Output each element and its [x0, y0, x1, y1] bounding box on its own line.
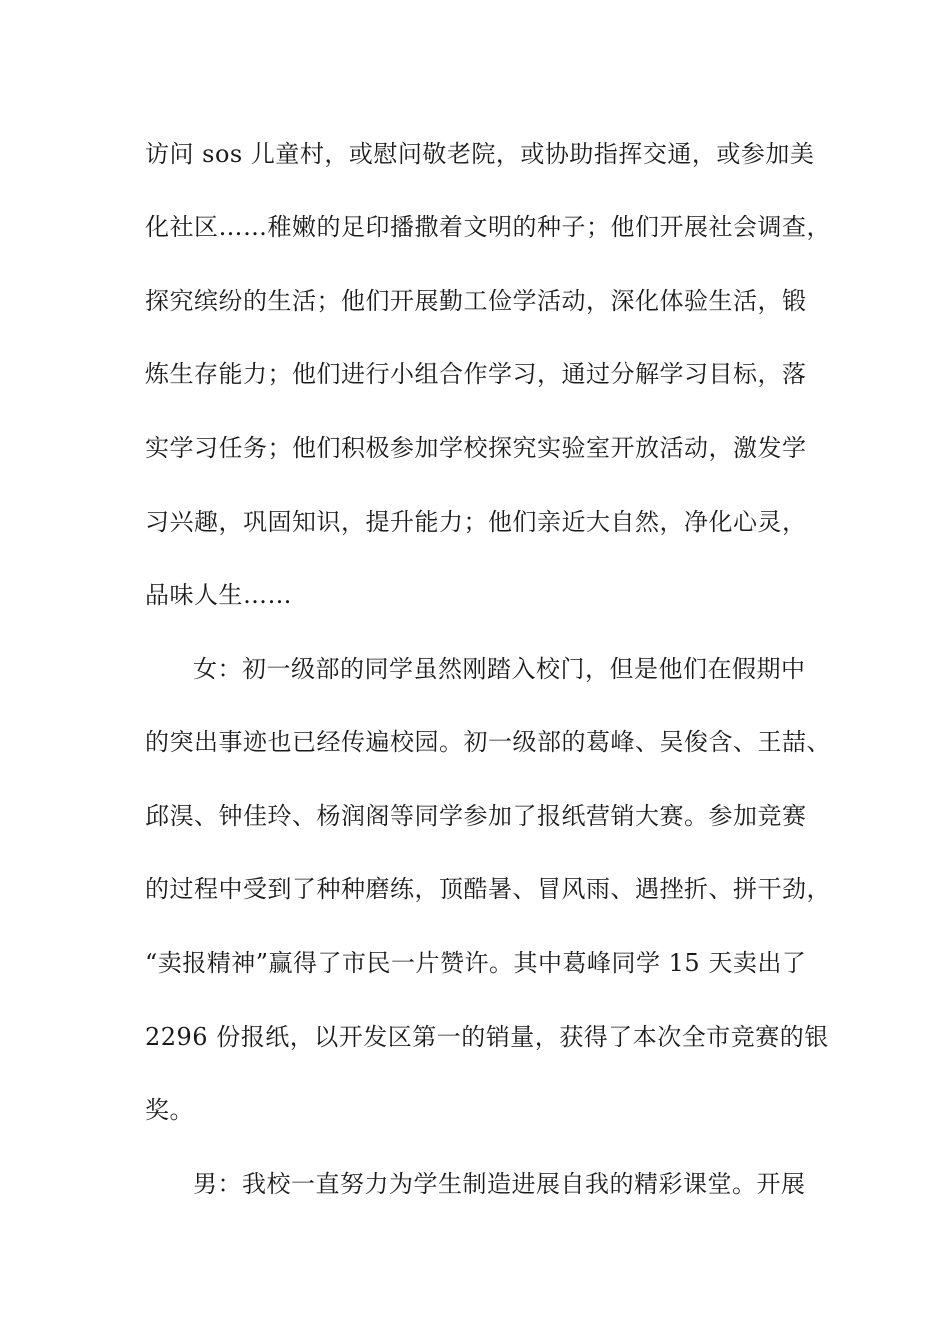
paragraph-line-6: 习兴趣，巩固知识，提升能力；他们亲近大自然，净化心灵， [145, 508, 807, 536]
paragraph-line-3: 探究缤纷的生活；他们开展勤工俭学活动，深化体验生活，锻 [145, 287, 807, 315]
paragraph-female-line-1: 女：初一级部的同学虽然刚踏入校门，但是他们在假期中 [193, 655, 806, 683]
paragraph-line-5: 实学习任务；他们积极参加学校探究实验室开放活动，激发学 [145, 434, 807, 462]
paragraph-line-4: 炼生存能力；他们进行小组合作学习，通过分解学习目标，落 [145, 360, 807, 388]
paragraph-female-line-3: 邱淏、钟佳玲、杨润阁等同学参加了报纸营销大赛。参加竞赛 [145, 802, 807, 830]
paragraph-female-line-5: “卖报精神”赢得了市民一片赞许。其中葛峰同学 15 天卖出了 [145, 949, 807, 977]
paragraph-male-line-1: 男：我校一直努力为学生制造进展自我的精彩课堂。开展 [193, 1170, 806, 1198]
paragraph-female-line-7: 奖。 [145, 1096, 194, 1124]
paragraph-female-line-2: 的突出事迹也已经传遍校园。初一级部的葛峰、吴俊含、王喆、 [145, 728, 831, 756]
paragraph-line-7: 品味人生…… [145, 581, 292, 609]
paragraph-female-line-6: 2296 份报纸，以开发区第一的销量，获得了本次全市竞赛的银 [145, 1023, 829, 1051]
paragraph-line-1: 访问 sos 儿童村，或慰问敬老院，或协助指挥交通，或参加美 [145, 140, 815, 168]
paragraph-female-line-4: 的过程中受到了种种磨练，顶酷暑、冒风雨、遇挫折、拼干劲， [145, 875, 831, 903]
paragraph-line-2: 化社区……稚嫩的足印播撒着文明的种子；他们开展社会调查， [145, 213, 831, 241]
